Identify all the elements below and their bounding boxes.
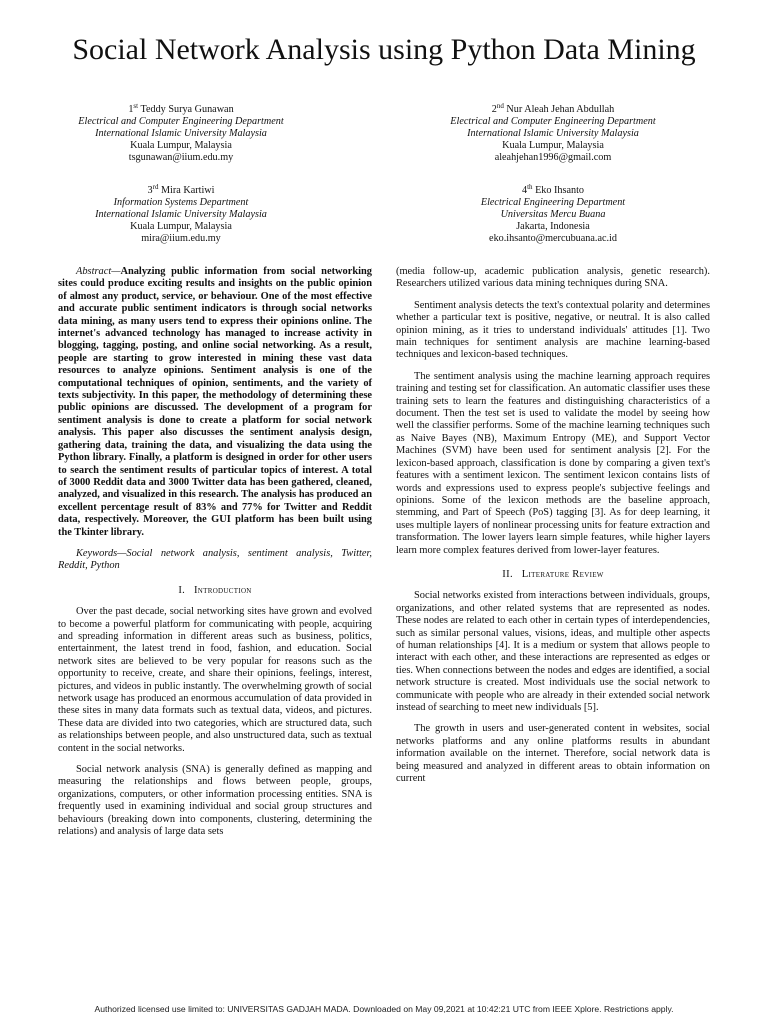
author-name: Mira Kartiwi <box>161 185 215 196</box>
author-location: Kuala Lumpur, Malaysia <box>130 220 232 232</box>
author-block <box>16 104 346 164</box>
section-heading-literature-review <box>396 569 710 581</box>
abstract <box>58 266 372 539</box>
author-number: 3 <box>147 185 153 196</box>
author-location: Kuala Lumpur, Malaysia <box>130 139 232 151</box>
license-footer: Authorized licensed use limited to: UNIVERSITAS GADJAH MADA. Downloaded on May 09,2021 at 10:42:21 UTC from IEEE Xplore. Restrictions apply. <box>94 1004 674 1014</box>
left-column <box>58 266 372 847</box>
author-block <box>16 185 346 245</box>
keywords: Keywords—Social network analysis, sentiment analysis, Twitter, Reddit, Python <box>58 547 372 572</box>
abstract-text: Analyzing public information from social networking sites could produce exciting results and insights on the public opinion of almost any product, service, or behaviour. One of the most effective and accurate public sentiment indicators is through social networks data mining, as many users tend to express their opinions online. The internet's advanced technology has managed to increase activity in blogging, tagging, posting, and online social networking. As a result, people are starting to grow interested in mining these vast data resources to analyze opinions. Sentiment analysis is one of the computational techniques of opinion, sentiments, and the variety of texts subjectivity. In this paper, the methodology of determining these public opinions are discussed. The development of a program for sentiment analysis is done to create a platform for social network analysis. This paper also discusses the sentiment analysis design, gathering data, training the data, and visualizing the data using the Python library. Finally, a platform is designed in order for other users to search the sentiment results of particular topics of interest. A total of 3000 Reddit data and 3000 Twitter data has been gathered, cleaned, analyzed, and visualized in this research. The analysis has produced an excellent percentage result of 83% and 77% for Twitter and Reddit data, respectively. Moreover, the GUI platform has been built using the Tkinter library. <box>58 266 372 538</box>
body-paragraph: The sentiment analysis using the machine learning approach requires training and testing set for classification. An automatic classifier uses these training sets to learn the features and distinguishing characteristics of a document. Then the test set is used to validate the model by seeing how well the classifier performs. Some of the machine learning techniques such as Naive Bayes (NB), Maximum Entropy (ME), and Support Vector Machines (SVM) have been used for sentiment analysis [2]. For the lexicon-based approach, classification is done by comparing a given text's features with a sentiment lexicon. The sentiment lexicon contains lists of words and expressions used to express people's subjective feelings and opinions. Some of the lexicon methods are the baseline approach, stemming, and Part of Speech (PoS) tagging [3]. As for deep learning, it uses multiple layers of nonlinear processing units for feature extraction and transformation. The lower layers learn simple features, while higher layers learn more complex features derived from lower-layer features. <box>396 370 710 556</box>
author-email: tsgunawan@iium.edu.my <box>128 151 234 163</box>
body-paragraph: The growth in users and user-generated content in websites, social networks platforms and any online platforms results in abundant information available on the internet. Therefore, social network data is being measured and analyzed in different areas to obtain information on current <box>396 723 710 785</box>
author-university: International Islamic University Malaysia <box>95 208 267 220</box>
body-paragraph: (media follow-up, academic publication analysis, genetic research). Researchers utilized various data mining techniques during SNA. <box>396 266 710 290</box>
section-number: II. <box>502 568 513 580</box>
author-department: Information Systems Department <box>113 196 249 208</box>
section-title: Introduction <box>193 584 252 596</box>
author-location: Jakarta, Indonesia <box>516 220 590 232</box>
author-ordinal: rd <box>152 183 159 191</box>
author-ordinal: th <box>527 183 533 191</box>
author-location: Kuala Lumpur, Malaysia <box>502 139 604 151</box>
abstract-lead: Abstract— <box>76 266 121 277</box>
author-university: Universitas Mercu Buana <box>500 208 606 220</box>
body-paragraph: Sentiment analysis detects the text's contextual polarity and determines whether a particular text is positive, negative, or neutral. It is also called opinion mining, as it tries to understand individuals' attitudes [1]. Two main techniques for sentiment analysis are machine learning-based techniques and lexicon-based techniques. <box>396 299 710 361</box>
section-title: Literature Review <box>521 568 604 580</box>
author-university: International Islamic University Malaysia <box>95 127 267 139</box>
author-ordinal: st <box>133 102 139 110</box>
author-department: Electrical Engineering Department <box>480 196 626 208</box>
author-department: Electrical and Computer Engineering Department <box>450 115 656 127</box>
body-paragraph: Social network analysis (SNA) is generally defined as mapping and measuring the relationships and flows between people, groups, organizations, computers, or other information processing entities. SNA is frequently used in examining individual and social group structures and behaviours (breaking down into components, clustering, determining the relations) and analysis of large data sets <box>58 764 372 838</box>
author-email: aleahjehan1996@gmail.com <box>494 151 612 163</box>
author-name: Eko Ihsanto <box>535 185 585 196</box>
author-ordinal: nd <box>496 102 504 110</box>
author-number: 1 <box>128 104 134 115</box>
author-name: Teddy Surya Gunawan <box>140 104 234 115</box>
author-block <box>388 104 718 164</box>
author-email: mira@iium.edu.my <box>141 232 221 244</box>
author-department: Electrical and Computer Engineering Department <box>78 115 284 127</box>
author-number: 2 <box>491 104 497 115</box>
author-number: 4 <box>521 185 528 196</box>
body-paragraph: Over the past decade, social networking sites have grown and evolved to become a powerful platform for communicating with people, acquiring and spreading information in different areas such as business, politics, entertainment, the latest trend in food, fashion, and education. Social network sites are believed to be very popular for reasons such as the opportunity to receive, create, and share their opinions, feelings, interest, pictures, and videos in public instantly. The overwhelming growth of social network usage has produced an enormous accumulation of data provided in these sites in many data formats such as textual data, videos, and pictures. These data are divided into two categories, which are structured data, such as relationships between people, and also unstructured data, such as textual content in the social networks. <box>58 606 372 754</box>
paper-title: Social Network Analysis using Python Data Mining <box>72 33 696 66</box>
author-university: International Islamic University Malaysia <box>467 127 639 139</box>
section-number: I. <box>178 584 186 596</box>
author-email: eko.ihsanto@mercubuana.ac.id <box>489 232 617 244</box>
right-column <box>396 266 710 794</box>
author-block <box>388 185 718 245</box>
author-name: Nur Aleah Jehan Abdullah <box>506 104 615 115</box>
body-paragraph: Social networks existed from interactions between individuals, groups, organizations, and other related systems that are represented as nodes. These nodes are related to each other in certain types of interdependencies, such as similar personal values, visions, ideas, and multiple other aspects of human relationships [4]. It is a medium or system that allows people to interact with each other, and these interactions are represented as edges or ties. When connections between the nodes and edges are identified, a social network structure is created. Most individuals use the social network to communicate with people who are already in their extended social network instead of searching to meet new individuals [5]. <box>396 590 711 713</box>
section-heading-introduction <box>58 585 372 597</box>
